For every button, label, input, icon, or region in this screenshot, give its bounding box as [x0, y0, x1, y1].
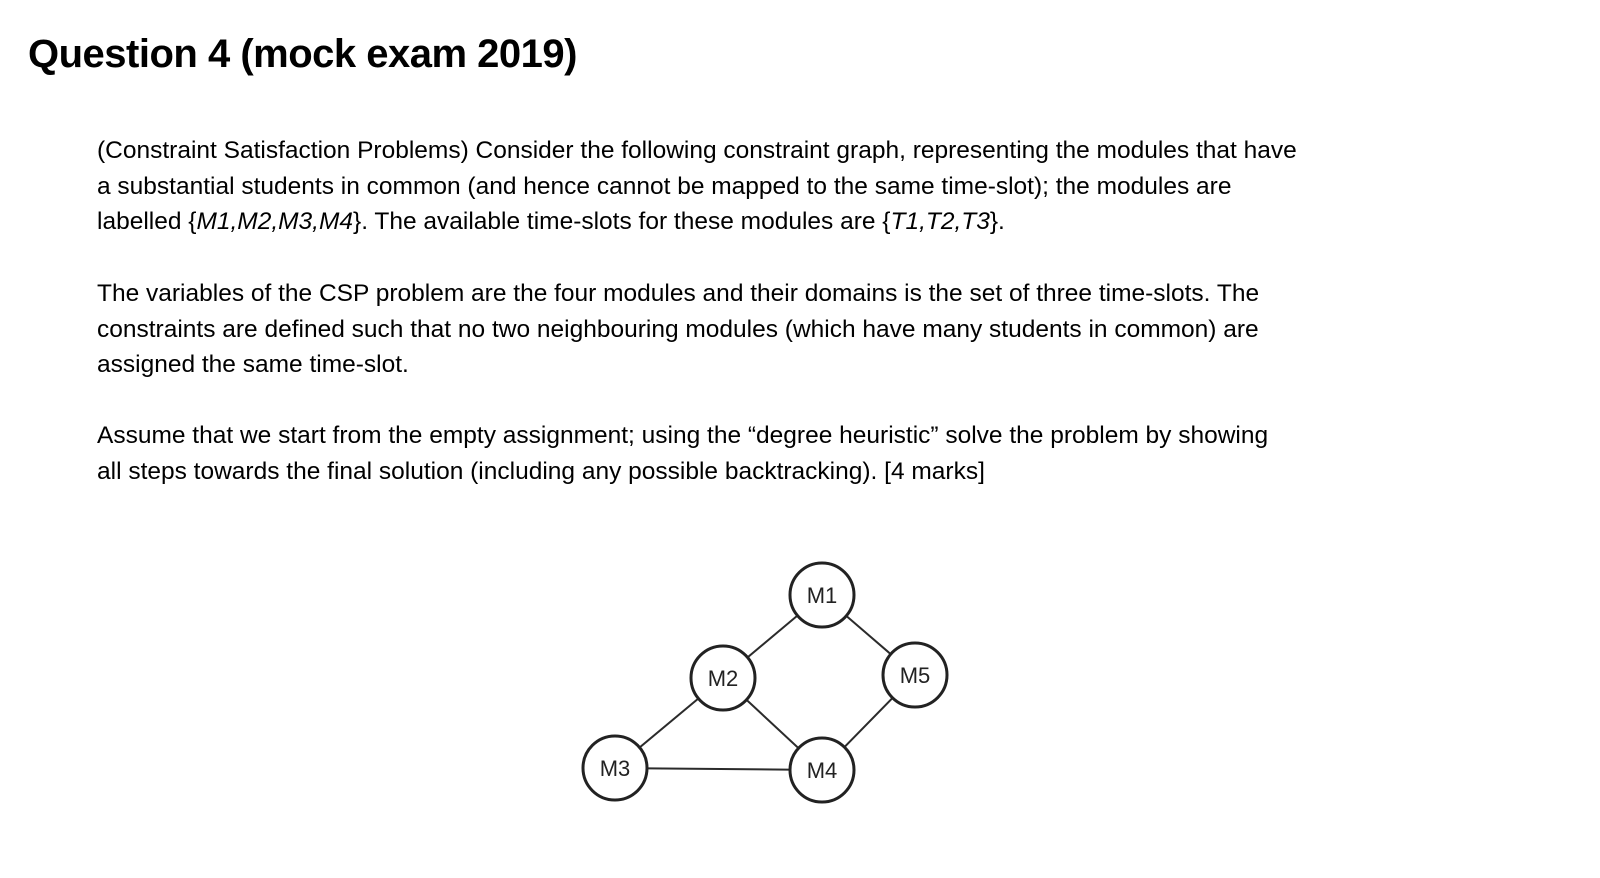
problem-description-paragraph	[97, 133, 1507, 240]
node-M2-label: M2	[707, 666, 739, 691]
p1-line-1: (Constraint Satisfaction Problems) Consider the following constraint graph, representing the modules that have	[97, 137, 1297, 164]
module-labels: M1,M2,M3,M4	[196, 208, 354, 235]
p1-line-3-middle: }. The available time-slots for these modules are {	[353, 208, 891, 235]
p2-line-3: assigned the same time-slot.	[97, 351, 409, 378]
node-M3	[583, 736, 647, 800]
p3-line-1: Assume that we start from the empty assignment; using the “degree heuristic” solve the problem by showing	[97, 422, 1269, 449]
node-M5-label: M5	[899, 663, 931, 688]
p2-line-1: The variables of the CSP problem are the four modules and their domains is the set of three time-slots. The	[97, 280, 1260, 307]
csp-variables-paragraph	[97, 276, 1507, 383]
graph-edges	[615, 595, 915, 770]
task-instruction-paragraph	[97, 418, 1507, 489]
graph-nodes	[583, 563, 947, 802]
node-M4-label: M4	[806, 758, 838, 783]
node-M2	[691, 646, 755, 710]
constraint-graph	[560, 550, 980, 830]
p1-line-3-suffix: }.	[989, 208, 1005, 235]
p1-line-3	[97, 204, 1507, 240]
p1-line-3-prefix: labelled {	[97, 208, 197, 235]
node-M1	[790, 563, 854, 627]
node-M5	[883, 643, 947, 707]
p3-line-2: all steps towards the final solution (including any possible backtracking). [4 marks]	[97, 457, 985, 485]
node-M1-label: M1	[806, 583, 838, 608]
question-title: Question 4 (mock exam 2019)	[28, 32, 577, 76]
time-slot-labels: T1,T2,T3	[890, 208, 990, 235]
node-M3-label: M3	[599, 756, 631, 781]
node-M4	[790, 738, 854, 802]
p2-line-2: constraints are defined such that no two neighbouring modules (which have many students in common) are	[97, 315, 1259, 343]
p1-line-2: a substantial students in common (and hence cannot be mapped to the same time-slot); the modules are	[97, 172, 1232, 200]
